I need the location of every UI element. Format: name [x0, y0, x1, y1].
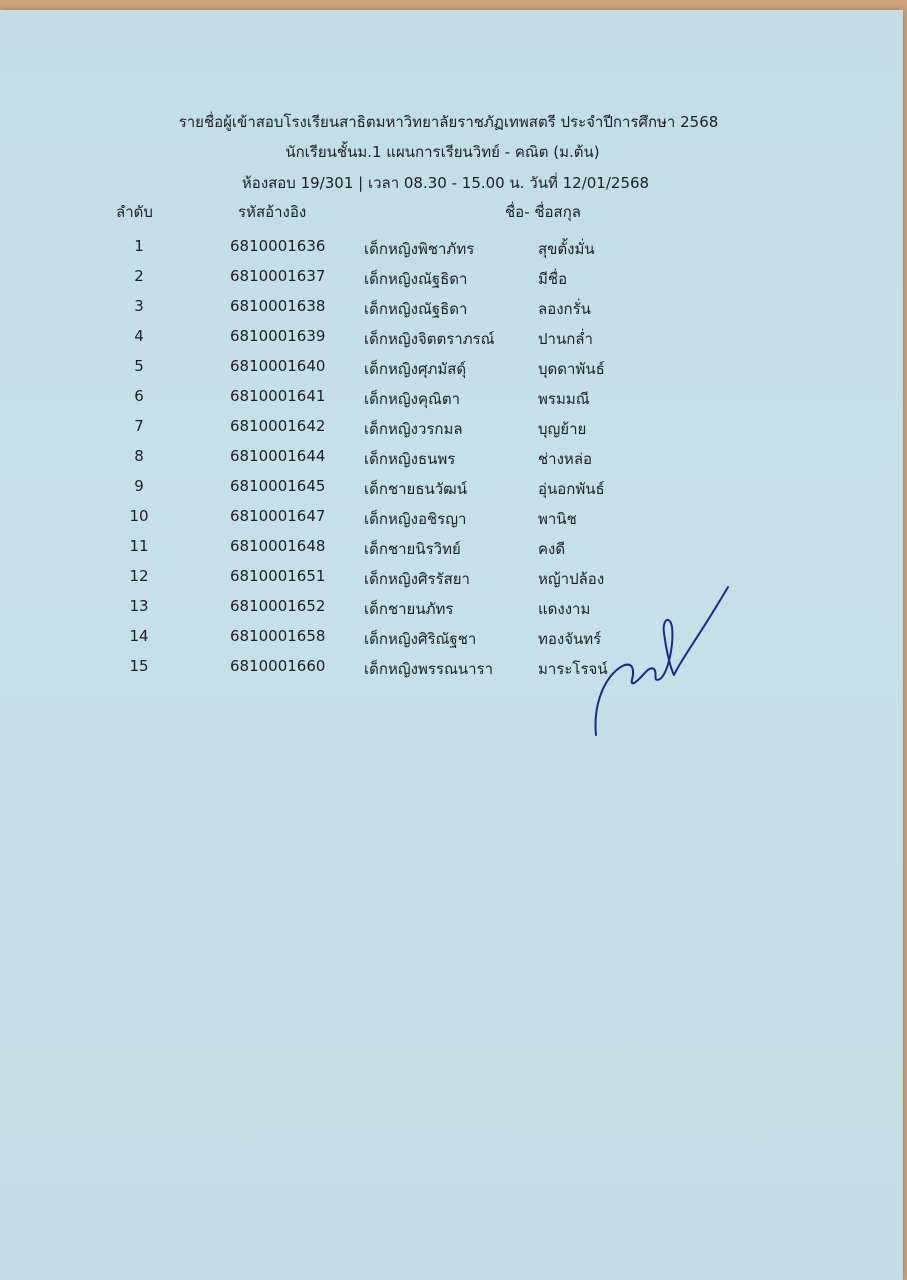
- row-first-name: เด็กหญิงธนพร: [364, 450, 456, 468]
- row-code: 6810001645: [230, 477, 326, 495]
- row-last-name: พรมมณี: [538, 390, 590, 408]
- table-row: [0, 232, 903, 262]
- row-number: 13: [129, 597, 149, 615]
- table-row: [0, 322, 903, 352]
- row-first-name: เด็กหญิงวรกมล: [364, 420, 463, 438]
- row-first-name: เด็กหญิงอชิรญา: [364, 510, 467, 528]
- title-line-1: รายชื่อผู้เข้าสอบโรงเรียนสาธิตมหาวิทยาลัยราชภัฏเทพสตรี ประจำปีการศึกษา 2568: [178, 113, 719, 131]
- row-first-name: เด็กชายนิรวิทย์: [364, 540, 461, 558]
- row-first-name: เด็กชายนภัทร: [364, 600, 454, 618]
- row-code: 6810001658: [230, 627, 326, 645]
- table-row: [0, 412, 903, 442]
- row-code: 6810001640: [230, 357, 326, 375]
- column-header-code: รหัสอ้างอิง: [238, 203, 307, 221]
- row-code: 6810001660: [230, 657, 326, 675]
- row-code: 6810001641: [230, 387, 326, 405]
- row-number: 3: [134, 297, 144, 315]
- column-header-order: ลำดับ: [116, 203, 153, 221]
- table-row: [0, 562, 903, 592]
- table-row: [0, 292, 903, 322]
- row-code: 6810001639: [230, 327, 326, 345]
- row-last-name: บุญย้าย: [538, 420, 587, 438]
- row-number: 4: [134, 327, 144, 345]
- table-row: [0, 532, 903, 562]
- row-number: 14: [129, 627, 149, 645]
- table-row: [0, 352, 903, 382]
- row-last-name: พานิช: [538, 510, 577, 528]
- row-code: 6810001647: [230, 507, 326, 525]
- table-row: [0, 652, 903, 682]
- row-first-name: เด็กหญิงศิรรัสยา: [364, 570, 470, 588]
- table-row: [0, 262, 903, 292]
- row-first-name: เด็กหญิงจิตตราภรณ์: [364, 330, 495, 348]
- signature-stroke: [596, 587, 728, 735]
- title-line-2: นักเรียนชั้นม.1 แผนการเรียนวิทย์ - คณิต (ม.ต้น): [285, 143, 600, 161]
- column-header-name: ชื่อ- ชื่อสกุล: [505, 203, 581, 221]
- row-code: 6810001636: [230, 237, 326, 255]
- row-first-name: เด็กหญิงศิริณัฐชา: [364, 630, 477, 648]
- row-code: 6810001651: [230, 567, 326, 585]
- row-code: 6810001638: [230, 297, 326, 315]
- row-last-name: สุขตั้งมั่น: [538, 240, 595, 258]
- document-page: [0, 10, 903, 1280]
- row-first-name: เด็กหญิงศุภมัสดุ์: [364, 360, 467, 378]
- row-code: 6810001644: [230, 447, 326, 465]
- table-row: [0, 502, 903, 532]
- row-last-name: บุดดาพันธ์: [538, 360, 605, 378]
- row-code: 6810001642: [230, 417, 326, 435]
- table-row: [0, 472, 903, 502]
- row-number: 7: [134, 417, 144, 435]
- row-number: 12: [129, 567, 149, 585]
- row-last-name: แดงงาม: [538, 600, 591, 618]
- row-first-name: เด็กหญิงพิชาภัทร: [364, 240, 475, 258]
- row-last-name: ช่างหล่อ: [538, 450, 593, 468]
- row-last-name: อุ่นอกพันธ์: [538, 480, 605, 498]
- row-last-name: หญ้าปล้อง: [538, 570, 605, 588]
- table-row: [0, 442, 903, 472]
- row-number: 9: [134, 477, 144, 495]
- row-number: 10: [129, 507, 149, 525]
- row-number: 1: [134, 237, 144, 255]
- title-line-3: ห้องสอบ 19/301 | เวลา 08.30 - 15.00 น. วันที่ 12/01/2568: [241, 174, 650, 192]
- row-last-name: ลองกรั่น: [538, 300, 591, 318]
- row-number: 8: [134, 447, 144, 465]
- row-number: 2: [134, 267, 144, 285]
- row-number: 11: [129, 537, 149, 555]
- row-number: 6: [134, 387, 144, 405]
- row-first-name: เด็กหญิงพรรณนารา: [364, 660, 494, 678]
- row-first-name: เด็กหญิงณัฐธิดา: [364, 270, 468, 288]
- table-row: [0, 382, 903, 412]
- handwritten-signature: [588, 575, 738, 745]
- row-code: 6810001648: [230, 537, 326, 555]
- row-first-name: เด็กหญิงณัฐธิดา: [364, 300, 468, 318]
- row-last-name: คงดี: [538, 540, 566, 558]
- row-last-name: มาระโรจน์: [538, 660, 608, 678]
- row-last-name: ปานกล่ำ: [538, 330, 593, 348]
- row-number: 5: [134, 357, 144, 375]
- row-number: 15: [129, 657, 149, 675]
- table-row: [0, 592, 903, 622]
- row-code: 6810001637: [230, 267, 326, 285]
- row-first-name: เด็กหญิงคุณิตา: [364, 390, 461, 408]
- row-last-name: มีชื่อ: [538, 270, 568, 288]
- table-row: [0, 622, 903, 652]
- student-list: [0, 232, 903, 682]
- row-last-name: ทองจันทร์: [538, 630, 602, 648]
- row-code: 6810001652: [230, 597, 326, 615]
- row-first-name: เด็กชายธนวัฒน์: [364, 480, 467, 498]
